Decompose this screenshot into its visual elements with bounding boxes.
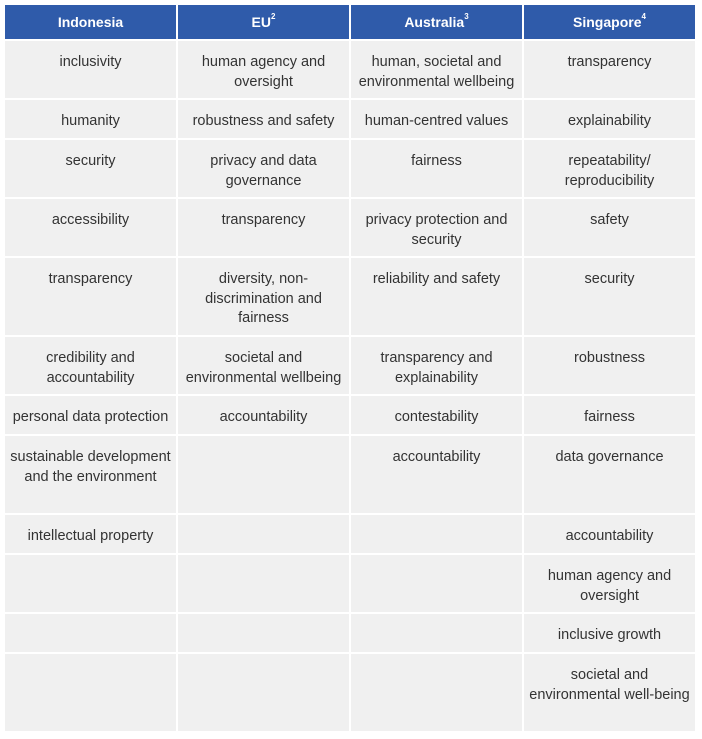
table-row [5,41,695,98]
table-row [5,396,695,434]
table-cell: privacy protection and security [351,199,522,256]
table-row [5,654,695,731]
table-cell [351,555,522,612]
table-row [5,614,695,652]
table-cell: accountability [351,436,522,513]
table-row [5,436,695,513]
table-cell [5,555,176,612]
table-cell: diversity, non-discrimination and fairness [178,258,349,335]
table-cell: robustness and safety [178,100,349,138]
table-cell: humanity [5,100,176,138]
table-cell: transparency and explainability [351,337,522,394]
table-cell: personal data protection [5,396,176,434]
table-cell: sustainable development and the environment [5,436,176,513]
principles-table [3,3,697,733]
table-cell: inclusive growth [524,614,695,652]
header-eu: $EU^2$ [178,5,349,39]
header-row [5,5,695,39]
footnote-marker: 2 [271,12,276,22]
table-cell [178,515,349,553]
footnote-marker: 4 [641,12,646,22]
table-cell [5,614,176,652]
table-cell [351,614,522,652]
table-cell: fairness [524,396,695,434]
table-cell: human-centred values [351,100,522,138]
table-cell: repeatability/ reproducibility [524,140,695,197]
table-cell: security [5,140,176,197]
table-cell: data governance [524,436,695,513]
table-row [5,100,695,138]
table-cell: fairness [351,140,522,197]
table-row [5,515,695,553]
table-cell: contestability [351,396,522,434]
table-row [5,337,695,394]
table-cell [178,654,349,731]
table-row [5,140,695,197]
table-cell: societal and environmental well-being [524,654,695,731]
table-cell: intellectual property [5,515,176,553]
table-cell: explainability [524,100,695,138]
table-cell: reliability and safety [351,258,522,335]
table-cell: inclusivity [5,41,176,98]
table-cell: credibility and accountability [5,337,176,394]
table-cell: human agency and oversight [178,41,349,98]
table-cell: transparency [524,41,695,98]
table-cell: human, societal and environmental wellbeing [351,41,522,98]
table-row [5,555,695,612]
table-cell [5,654,176,731]
footnote-marker: 3 [464,12,469,22]
table-cell: transparency [5,258,176,335]
table-cell [178,614,349,652]
table-cell: security [524,258,695,335]
table-cell: societal and environmental wellbeing [178,337,349,394]
table-cell: safety [524,199,695,256]
table-cell: accountability [524,515,695,553]
header-indonesia: Indonesia [5,5,176,39]
table-cell [351,515,522,553]
table-cell: transparency [178,199,349,256]
header-australia: Australia$^3$ [351,5,522,39]
table-row [5,199,695,256]
table-cell [351,654,522,731]
table-cell: robustness [524,337,695,394]
table-cell [178,436,349,513]
table-cell: privacy and data governance [178,140,349,197]
table-row [5,258,695,335]
table-cell: human agency and oversight [524,555,695,612]
table-cell: accountability [178,396,349,434]
table-cell: accessibility [5,199,176,256]
table-cell [178,555,349,612]
header-singapore: Singapore$^4$ [524,5,695,39]
